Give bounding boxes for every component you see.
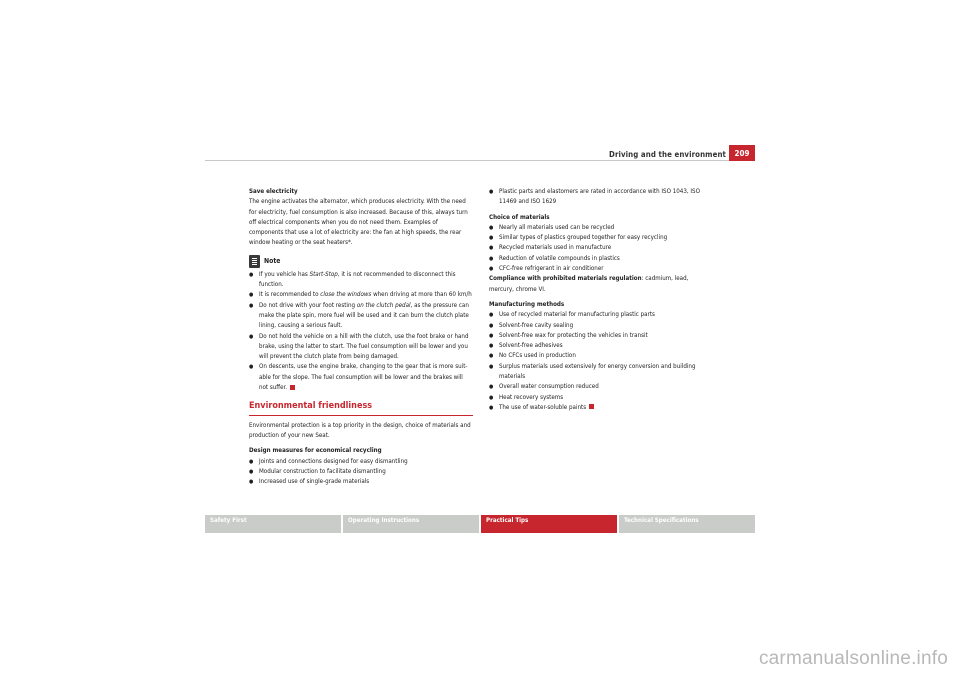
materials-heading: Choice of materials: [489, 213, 550, 221]
list-item: ● Plastic parts and elastomers are rated in accordance with ISO 1043, ISO 11469 and ISO 1629: [489, 187, 713, 208]
tab-operating-instructions[interactable]: Operating Instructions: [343, 515, 479, 533]
list-item: ● Overall water consumption reduced: [489, 382, 713, 392]
list-item: ● Similar types of plastics grouped together for easy recycling: [489, 233, 713, 243]
note-item: ● If you vehicle has Start-Stop, it is not recommended to disconnect this function.: [249, 270, 473, 291]
list-item: ● No CFCs used in production: [489, 351, 713, 361]
list-item: ● CFC-free refrigerant in air conditioner: [489, 264, 713, 274]
list-item: ● Modular construction to facilitate dismantling: [249, 467, 473, 477]
list-item: ● Solvent-free cavity sealing: [489, 321, 713, 331]
footer-nav: [205, 515, 755, 533]
list-item: ● The use of water-soluble paints: [489, 403, 713, 413]
compliance-paragraph: [489, 274, 713, 295]
end-of-section-marker: [290, 385, 295, 390]
list-item: ● Increased use of single-grade materials: [249, 477, 473, 487]
note-item: ● It is recommended to close the windows when driving at more than 60 km/h: [249, 290, 473, 300]
save-electricity-heading: Save electricity: [249, 188, 298, 195]
list-item: ● Solvent-free wax for protecting the vehicles in transit: [489, 331, 713, 341]
left-column: [249, 187, 473, 487]
note-header: [249, 255, 473, 268]
save-electricity-text: The engine activates the alternator, which produces electricity. With the need for electricity, fuel consumption is also increased. Because of this, always turn off electrical components when you do not need them. Examples of components that use a lot of electricity are: the fan at high speeds, the rear window heating or the seat heaters*.: [249, 198, 468, 247]
environment-intro: Environmental protection is a top priority in the design, choice of materials and production of your new Seat.: [249, 421, 471, 439]
list-item: ● Heat recovery systems: [489, 393, 713, 403]
page-number-badge: 209: [729, 145, 755, 161]
right-column: [489, 187, 713, 413]
manufacturing-heading: Manufacturing methods: [489, 300, 565, 308]
chapter-title: Driving and the environment: [609, 150, 726, 159]
compliance-heading: Compliance with prohibited materials regulation: [489, 275, 642, 283]
note-icon: [249, 255, 260, 268]
note-item: ● Do not hold the vehicle on a hill with the clutch, use the foot brake or hand brake, using the latter to start. The fuel consumption will be lower and you will prevent the clutch plate from being damaged.: [249, 332, 473, 363]
list-item: ● Nearly all materials used can be recycled: [489, 223, 713, 233]
end-of-section-marker: [589, 404, 594, 409]
note-item: ● On descents, use the engine brake, changing to the gear that is more suit-able for the slope. The fuel consumption will be lower and the brakes will not suffer.: [249, 362, 473, 393]
compliance-text: : cadmium, lead, mercury, chrome VI.: [489, 275, 689, 293]
tab-technical-specifications[interactable]: Technical Specifications: [619, 515, 755, 533]
header-rule: [205, 160, 755, 161]
watermark: carmanualsonline.info: [758, 648, 948, 669]
recycling-heading: Design measures for economical recycling: [249, 447, 382, 455]
list-item: ● Solvent-free adhesives: [489, 341, 713, 351]
tab-practical-tips[interactable]: Practical Tips: [481, 515, 617, 533]
note-item: ● Do not drive with your foot resting on the clutch pedal, as the pressure can make the plate spin, more fuel will be used and it can burn the clutch plate lining, causing a serious fault.: [249, 301, 473, 332]
tab-safety-first[interactable]: Safety First: [205, 515, 341, 533]
list-item: ● Use of recycled material for manufacturing plastic parts: [489, 310, 713, 320]
list-item: ● Recycled materials used in manufacture: [489, 243, 713, 253]
section-title-environmental-friendliness: Environmental friendliness: [249, 401, 473, 415]
note-label: Note: [264, 257, 281, 266]
list-item: ● Reduction of volatile compounds in plastics: [489, 254, 713, 264]
list-item: ● Joints and connections designed for easy dismantling: [249, 457, 473, 467]
list-item: ● Surplus materials used extensively for energy conversion and building materials: [489, 362, 713, 383]
